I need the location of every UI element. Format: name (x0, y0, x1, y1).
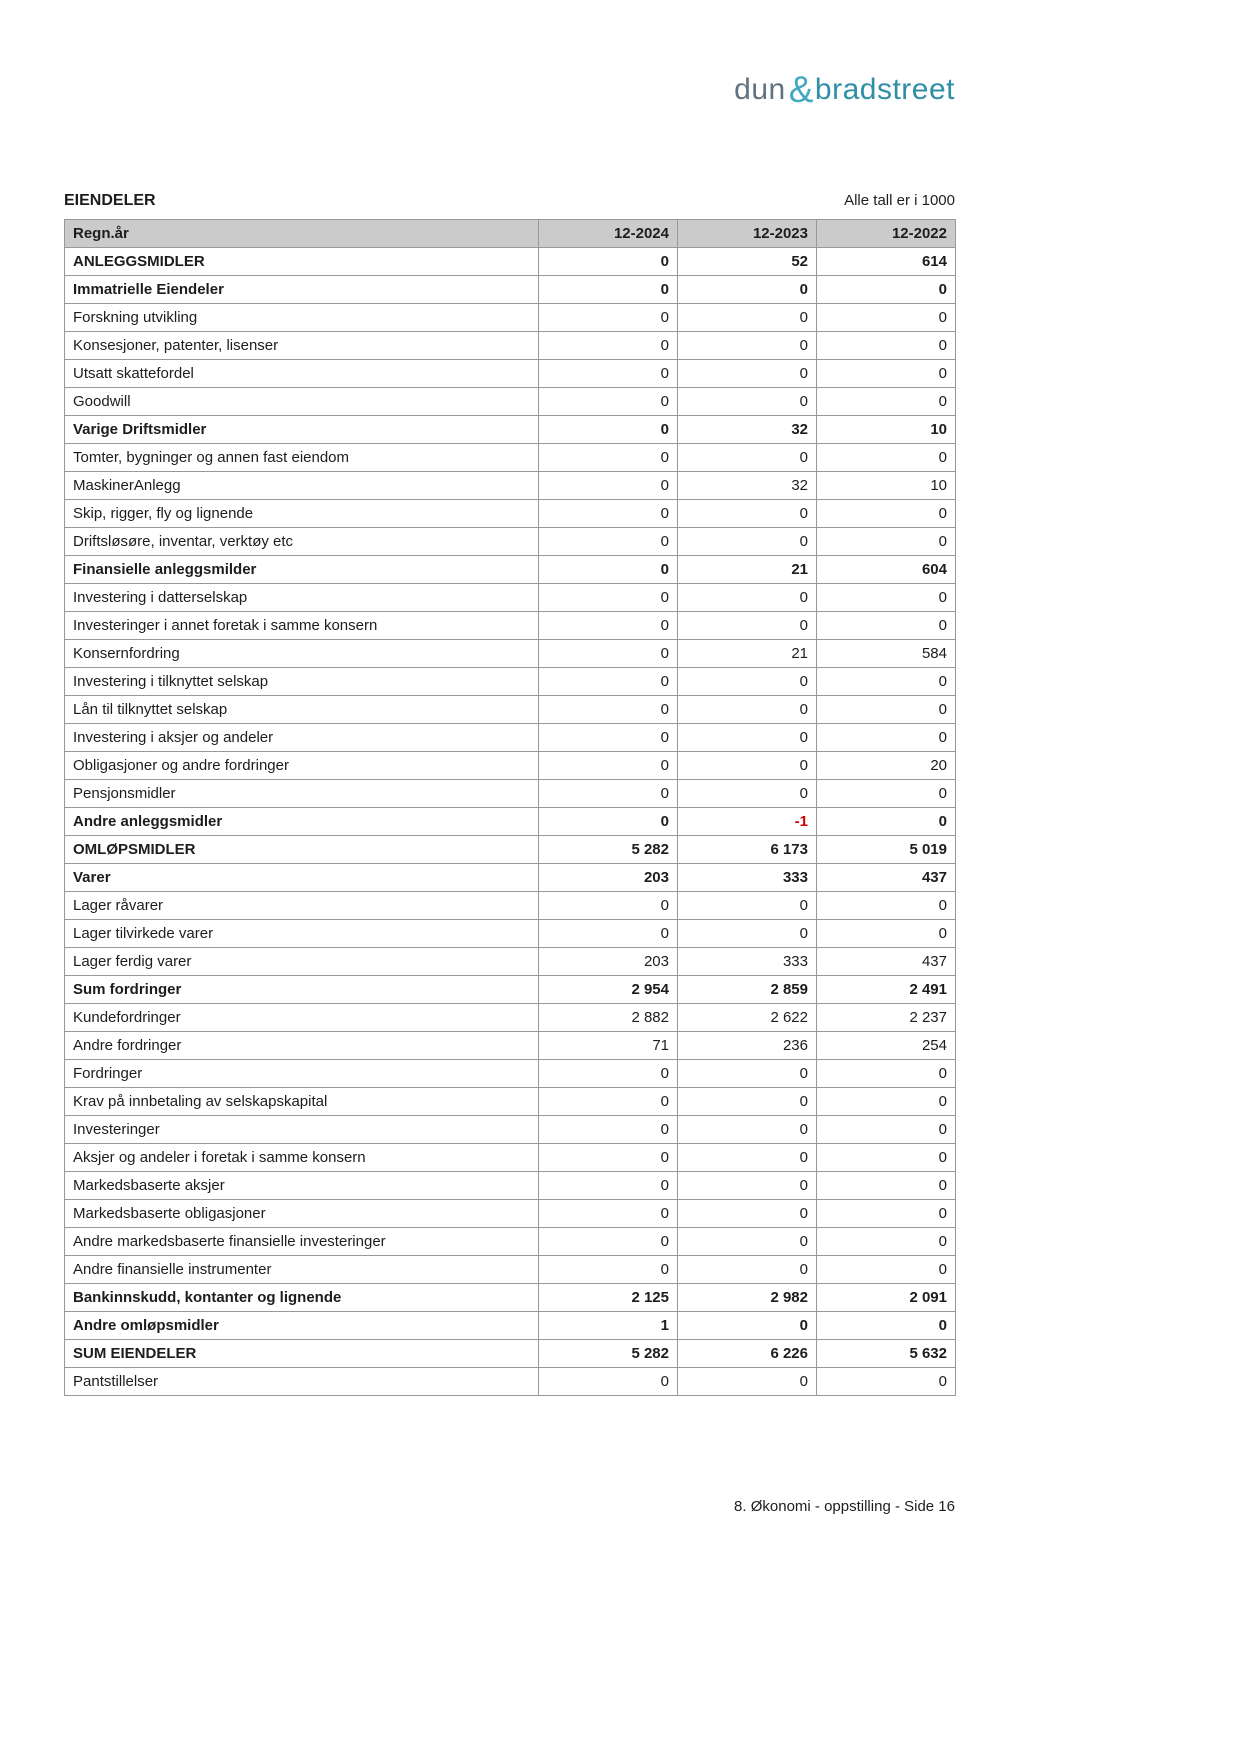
logo-row (64, 69, 955, 110)
row-value: 2 882 (539, 1004, 678, 1032)
row-value: 0 (539, 612, 678, 640)
section-title: EIENDELER (64, 192, 156, 209)
row-value: 6 226 (678, 1340, 817, 1368)
row-value: 0 (539, 388, 678, 416)
table-row (65, 444, 956, 472)
row-value: 0 (539, 472, 678, 500)
row-value: 614 (817, 248, 956, 276)
row-value: 0 (678, 780, 817, 808)
row-value: 5 282 (539, 836, 678, 864)
row-value: 236 (678, 1032, 817, 1060)
row-value: 0 (678, 1116, 817, 1144)
row-value: 0 (678, 1200, 817, 1228)
row-label: Utsatt skattefordel (65, 360, 539, 388)
table-row (65, 1032, 956, 1060)
row-label: Lager tilvirkede varer (65, 920, 539, 948)
table-row (65, 1312, 956, 1340)
table-row (65, 584, 956, 612)
row-value: 0 (678, 444, 817, 472)
row-label: Skip, rigger, fly og lignende (65, 500, 539, 528)
table-row (65, 780, 956, 808)
row-label: Varige Driftsmidler (65, 416, 539, 444)
row-value: 32 (678, 472, 817, 500)
row-value: 0 (539, 1200, 678, 1228)
row-value: 0 (539, 1088, 678, 1116)
row-value: 2 622 (678, 1004, 817, 1032)
row-value: 0 (817, 360, 956, 388)
row-value: 0 (817, 276, 956, 304)
row-value: 0 (678, 752, 817, 780)
row-value: 21 (678, 640, 817, 668)
row-value: 0 (539, 920, 678, 948)
row-value: 0 (678, 1060, 817, 1088)
table-row (65, 276, 956, 304)
row-value: 0 (817, 892, 956, 920)
row-value: 604 (817, 556, 956, 584)
table-row (65, 1116, 956, 1144)
row-value: 0 (539, 808, 678, 836)
row-value: 0 (539, 556, 678, 584)
row-value: 0 (678, 1256, 817, 1284)
row-value: 0 (539, 276, 678, 304)
row-value: 2 491 (817, 976, 956, 1004)
row-value: 0 (539, 1368, 678, 1396)
row-value: 0 (678, 276, 817, 304)
row-label: Markedsbaserte obligasjoner (65, 1200, 539, 1228)
row-value: 0 (817, 1116, 956, 1144)
table-row (65, 808, 956, 836)
row-label: Tomter, bygninger og annen fast eiendom (65, 444, 539, 472)
row-value: 0 (539, 248, 678, 276)
row-label: Andre anleggsmidler (65, 808, 539, 836)
row-label: Obligasjoner og andre fordringer (65, 752, 539, 780)
row-label: Investering i aksjer og andeler (65, 724, 539, 752)
row-value: 0 (539, 332, 678, 360)
row-label: Pantstillelser (65, 1368, 539, 1396)
row-value: 0 (539, 668, 678, 696)
row-value: 0 (817, 304, 956, 332)
row-value: 333 (678, 864, 817, 892)
table-row (65, 1228, 956, 1256)
row-label: ANLEGGSMIDLER (65, 248, 539, 276)
row-label: Investeringer i annet foretak i samme konsern (65, 612, 539, 640)
row-label: Konsesjoner, patenter, lisenser (65, 332, 539, 360)
row-value: 0 (817, 1200, 956, 1228)
table-row (65, 976, 956, 1004)
row-value: 0 (539, 640, 678, 668)
row-value: 0 (539, 752, 678, 780)
row-value: 10 (817, 416, 956, 444)
row-value: 0 (817, 1256, 956, 1284)
row-value: 0 (539, 1256, 678, 1284)
row-label: Investering i tilknyttet selskap (65, 668, 539, 696)
row-value: 0 (817, 1144, 956, 1172)
row-value: 0 (817, 724, 956, 752)
row-value: 0 (539, 696, 678, 724)
row-label: Fordringer (65, 1060, 539, 1088)
row-value: 0 (817, 1172, 956, 1200)
table-row (65, 556, 956, 584)
row-label: Finansielle anleggsmilder (65, 556, 539, 584)
table-row (65, 892, 956, 920)
row-value: 0 (539, 444, 678, 472)
row-value: 0 (817, 444, 956, 472)
table-row (65, 668, 956, 696)
table-row (65, 360, 956, 388)
table-row (65, 1144, 956, 1172)
logo-text-dun: dun (734, 73, 786, 106)
row-value: 21 (678, 556, 817, 584)
dun-bradstreet-logo (734, 69, 955, 110)
table-row (65, 1200, 956, 1228)
row-label: Pensjonsmidler (65, 780, 539, 808)
table-row (65, 640, 956, 668)
row-label: SUM EIENDELER (65, 1340, 539, 1368)
row-value: 0 (678, 920, 817, 948)
row-value: 0 (539, 1144, 678, 1172)
row-value: 0 (817, 668, 956, 696)
row-value: 0 (539, 1116, 678, 1144)
row-value: 1 (539, 1312, 678, 1340)
row-value: 0 (817, 920, 956, 948)
row-value: 2 982 (678, 1284, 817, 1312)
row-value: 203 (539, 948, 678, 976)
table-row (65, 1004, 956, 1032)
row-value: 0 (539, 1172, 678, 1200)
row-value: 0 (539, 528, 678, 556)
row-value: 0 (539, 1228, 678, 1256)
row-value: 0 (817, 1060, 956, 1088)
row-label: OMLØPSMIDLER (65, 836, 539, 864)
table-row (65, 920, 956, 948)
row-value: 0 (539, 360, 678, 388)
row-value: 10 (817, 472, 956, 500)
row-label: Krav på innbetaling av selskapskapital (65, 1088, 539, 1116)
row-label: Markedsbaserte aksjer (65, 1172, 539, 1200)
row-value: 0 (539, 584, 678, 612)
row-value: 52 (678, 248, 817, 276)
row-value: 2 237 (817, 1004, 956, 1032)
row-value: 5 632 (817, 1340, 956, 1368)
row-value: 0 (539, 304, 678, 332)
row-value: 0 (678, 1228, 817, 1256)
table-row (65, 416, 956, 444)
row-label: Aksjer og andeler i foretak i samme konsern (65, 1144, 539, 1172)
row-value: 203 (539, 864, 678, 892)
row-value: 20 (817, 752, 956, 780)
logo-text-bradstreet: bradstreet (814, 73, 955, 106)
table-row (65, 696, 956, 724)
row-value: 0 (817, 1228, 956, 1256)
row-label: Investeringer (65, 1116, 539, 1144)
table-row (65, 1368, 956, 1396)
row-value: 0 (817, 696, 956, 724)
row-value: 0 (678, 360, 817, 388)
row-label: Andre omløpsmidler (65, 1312, 539, 1340)
row-label: Andre finansielle instrumenter (65, 1256, 539, 1284)
row-label: Sum fordringer (65, 976, 539, 1004)
column-header-regnar: Regn.år (65, 220, 539, 248)
balance-sheet-table (64, 219, 956, 1396)
row-value: 0 (678, 528, 817, 556)
row-value: 2 125 (539, 1284, 678, 1312)
row-value: 0 (678, 332, 817, 360)
row-value: 0 (817, 780, 956, 808)
row-label: Andre fordringer (65, 1032, 539, 1060)
table-row (65, 500, 956, 528)
row-label: Bankinnskudd, kontanter og lignende (65, 1284, 539, 1312)
row-value: 71 (539, 1032, 678, 1060)
row-value: 0 (678, 1368, 817, 1396)
row-label: Lager ferdig varer (65, 948, 539, 976)
row-value: 5 019 (817, 836, 956, 864)
row-label: Lån til tilknyttet selskap (65, 696, 539, 724)
row-label: Konsernfordring (65, 640, 539, 668)
row-label: Immatrielle Eiendeler (65, 276, 539, 304)
row-value: 437 (817, 864, 956, 892)
row-label: Driftsløsøre, inventar, verktøy etc (65, 528, 539, 556)
title-row (64, 192, 955, 210)
row-value: 0 (539, 500, 678, 528)
row-value: 437 (817, 948, 956, 976)
table-row (65, 1088, 956, 1116)
table-row (65, 248, 956, 276)
row-label: MaskinerAnlegg (65, 472, 539, 500)
row-value: 0 (817, 612, 956, 640)
row-value: 0 (678, 388, 817, 416)
table-row (65, 472, 956, 500)
column-header-year-2022: 12-2022 (817, 220, 956, 248)
row-value: 254 (817, 1032, 956, 1060)
document-page (64, 0, 955, 1396)
row-label: Lager råvarer (65, 892, 539, 920)
row-value: 0 (678, 1312, 817, 1340)
row-label: Forskning utvikling (65, 304, 539, 332)
row-value: 0 (539, 780, 678, 808)
row-value: 584 (817, 640, 956, 668)
row-value: 0 (539, 892, 678, 920)
row-label: Investering i datterselskap (65, 584, 539, 612)
row-value: 0 (817, 1368, 956, 1396)
row-value: 2 954 (539, 976, 678, 1004)
table-row (65, 1284, 956, 1312)
row-value: 6 173 (678, 836, 817, 864)
row-value: 32 (678, 416, 817, 444)
row-value: 0 (817, 528, 956, 556)
row-label: Goodwill (65, 388, 539, 416)
row-value: 0 (678, 612, 817, 640)
row-label: Varer (65, 864, 539, 892)
row-value: 0 (817, 500, 956, 528)
row-value: -1 (678, 808, 817, 836)
table-row (65, 1172, 956, 1200)
table-row (65, 304, 956, 332)
table-row (65, 1256, 956, 1284)
column-header-year-2023: 12-2023 (678, 220, 817, 248)
table-row (65, 528, 956, 556)
row-value: 0 (678, 584, 817, 612)
row-value: 0 (817, 808, 956, 836)
row-label: Andre markedsbaserte finansielle investeringer (65, 1228, 539, 1256)
row-value: 0 (678, 1088, 817, 1116)
page-footer: 8. Økonomi - oppstilling - Side 16 (734, 1498, 955, 1515)
table-header-row (65, 220, 956, 248)
table-row (65, 836, 956, 864)
row-value: 0 (678, 696, 817, 724)
table-row (65, 948, 956, 976)
row-value: 0 (539, 1060, 678, 1088)
row-value: 0 (678, 892, 817, 920)
row-value: 0 (817, 388, 956, 416)
row-value: 0 (678, 1172, 817, 1200)
row-value: 0 (539, 724, 678, 752)
row-value: 0 (539, 416, 678, 444)
ampersand-logo-icon: & (788, 69, 814, 110)
table-row (65, 612, 956, 640)
row-value: 0 (817, 332, 956, 360)
table-row (65, 1060, 956, 1088)
row-value: 0 (817, 584, 956, 612)
table-row (65, 388, 956, 416)
row-value: 5 282 (539, 1340, 678, 1368)
table-row (65, 724, 956, 752)
row-value: 0 (678, 668, 817, 696)
table-row (65, 752, 956, 780)
row-value: 0 (678, 1144, 817, 1172)
column-header-year-2024: 12-2024 (539, 220, 678, 248)
row-label: Kundefordringer (65, 1004, 539, 1032)
row-value: 0 (817, 1312, 956, 1340)
table-row (65, 1340, 956, 1368)
row-value: 2 859 (678, 976, 817, 1004)
row-value: 0 (678, 500, 817, 528)
row-value: 2 091 (817, 1284, 956, 1312)
row-value: 0 (817, 1088, 956, 1116)
row-value: 0 (678, 304, 817, 332)
table-row (65, 332, 956, 360)
row-value: 0 (678, 724, 817, 752)
units-note: Alle tall er i 1000 (844, 192, 955, 209)
table-row (65, 864, 956, 892)
row-value: 333 (678, 948, 817, 976)
